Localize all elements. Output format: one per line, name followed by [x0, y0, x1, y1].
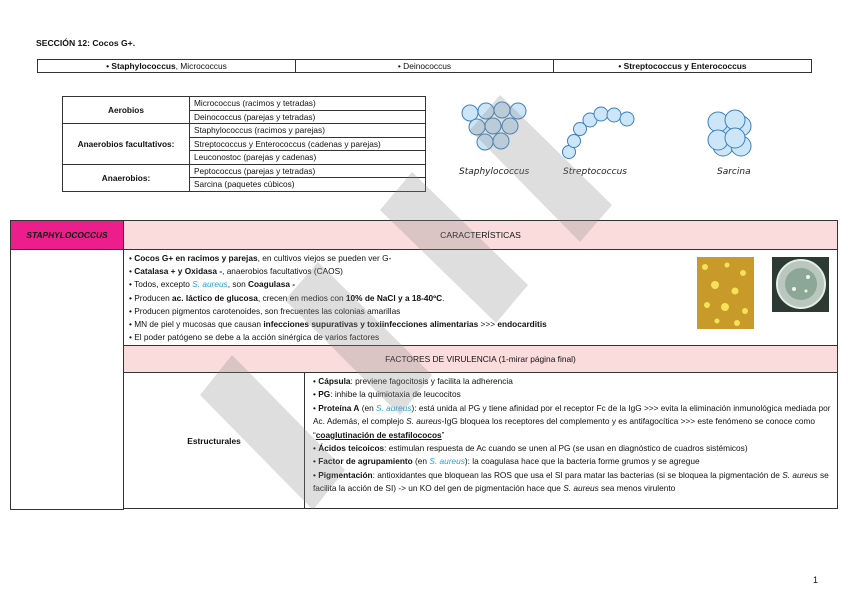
list-item: • Producen ac. láctico de glucosa, crecen en medios con 10% de NaCl y a 18-40ºC. [129, 292, 445, 303]
facultativos-item: Leuconostoc (parejas y cadenas) [190, 151, 426, 165]
top-bar-deinococcus: • Deinococcus [296, 60, 554, 73]
cocci-illustrations [455, 98, 755, 168]
list-item: • Cápsula: previene fagocitosis y facilita la adherencia [313, 376, 513, 386]
caracteristicas-content [124, 250, 838, 346]
anaerobios-item: Sarcina (paquetes cúbicos) [190, 178, 426, 192]
caracteristicas-header: CARACTERÍSTICAS [124, 221, 838, 250]
section-title: SECCIÓN 12: Cocos G+. [36, 38, 136, 48]
list-item: • Cocos G+ en racimos y parejas, en cultivos viejos se pueden ver G- [129, 253, 392, 263]
sarcina-drawing [708, 110, 751, 156]
aerobios-item: Micrococcus (racimos y tetradas) [190, 97, 426, 111]
classification-table [62, 96, 426, 192]
facultativos-label: Anaerobios facultativos: [63, 124, 190, 165]
sarcina-caption: Sarcina [717, 167, 751, 177]
anaerobios-label: Anaerobios: [63, 164, 190, 191]
top-bar-streptococcus: • Streptococcus y Enterococcus [554, 60, 812, 73]
streptococcus-drawing [563, 107, 635, 159]
list-item: • Todos, excepto S. aureus, son Coagulasa - [129, 279, 296, 290]
estructurales-label: Estructurales [124, 373, 305, 509]
aerobios-item: Deinococcus (parejas y tetradas) [190, 110, 426, 124]
list-item: • El poder patógeno se debe a la acción sinérgica de varios factores [129, 332, 380, 343]
anaerobios-item: Peptococcus (parejas y tetradas) [190, 164, 426, 178]
yellow-colonies-photo [697, 257, 754, 329]
list-item: • Proteína A (en S. aureus): está unida al PG y tiene afinidad por el receptor Fc de la IgG >>> evita la eliminación inmunológica mediada por Ac. Además, el complejo S. aureus-IgG bloquea los receptores del complemento y es antifagocítica >>> este fenómeno se conoce como “coaglutinación de estafilococos” [313, 402, 831, 440]
facultativos-item: Staphylococcus (racimos y parejas) [190, 124, 426, 138]
streptococcus-caption: Streptococcus [563, 167, 627, 177]
aerobios-label: Aerobios [63, 97, 190, 124]
list-item: • PG: inhibe la quimiotaxia de leucocitos [313, 389, 461, 400]
list-item: • Pigmentación: antioxidantes que bloquean las ROS que usa el SI para matar las bacterias (si se bloquea la pigmentación de S. aureus se facilita la acción de SI) -> un KO del gen de pigmentación hace que S. aureus sea menos virulento [313, 469, 829, 494]
list-item: • Producen pigmentos carotenoides, son frecuentes las colonias amarillas [129, 305, 401, 316]
facultativos-item: Streptococcus y Enterococcus (cadenas y parejas) [190, 137, 426, 151]
factores-content [305, 373, 838, 509]
staphylococcus-table [10, 220, 838, 510]
list-item: • Catalasa + y Oxidasa -, anaerobios facultativos (CAOS) [129, 266, 343, 277]
staphylococcus-drawing [462, 102, 526, 150]
page-number: 1 [812, 575, 818, 585]
staphylococcus-label: STAPHYLOCOCCUS [11, 221, 124, 250]
list-item: • MN de piel y mucosas que causan infecciones supurativas y toxiinfecciones alimentarias >>> endocarditis [129, 319, 547, 330]
factores-list [305, 375, 837, 496]
list-item: • Ácidos teicoicos: estimulan respuesta de Ac cuando se unen al PG (se usan en diagnóstico de cuadros sistémicos) [313, 443, 748, 454]
staphylococcus-caption: Staphylococcus [459, 167, 530, 177]
top-bar-staphylococcus: • Staphylococcus, Micrococcus [38, 60, 296, 73]
petri-dish-photo [772, 257, 829, 312]
left-empty-column [11, 250, 124, 510]
top-bar [37, 59, 812, 73]
list-item: • Factor de agrupamiento (en S. aureus): la coagulasa hace que la bacteria forme grumos y se agregue [313, 456, 700, 467]
virulencia-header: FACTORES DE VIRULENCIA (1-mirar página final) [124, 346, 838, 373]
